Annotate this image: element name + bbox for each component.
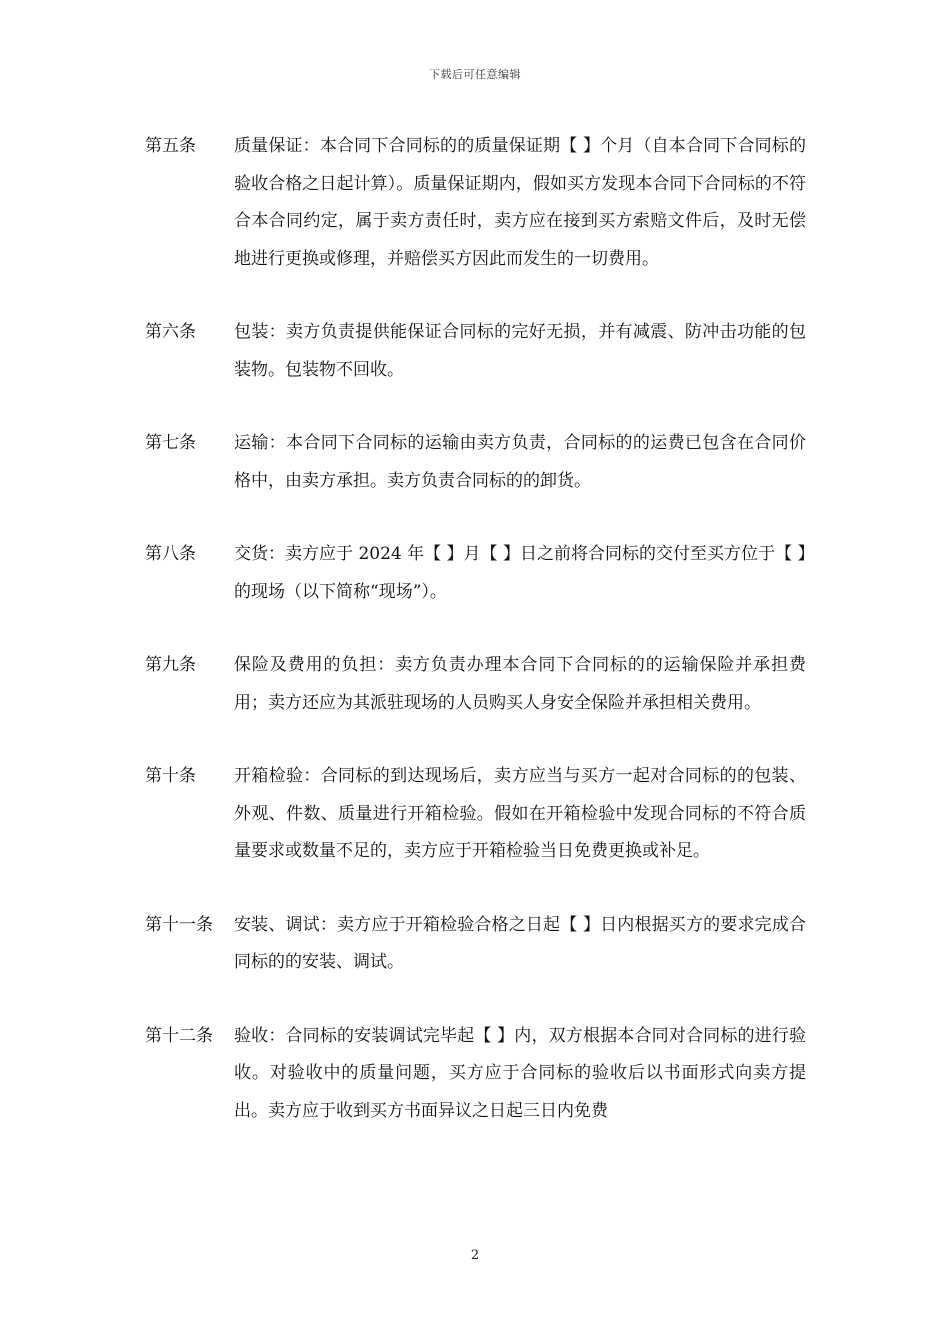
article-number: 第九条 [145,655,196,675]
article-text: 保险及费用的负担：卖方负责办理本合同下合同标的的运输保险并承担费用；卖方还应为其派驻现场的人员购买人身安全保险并承担相关费用。 [234,655,806,713]
article-7 [145,425,810,500]
article-number: 第十条 [145,766,196,786]
article-9 [145,647,810,722]
article-5 [145,128,810,278]
page-header: 下载后可任意编辑 [429,68,521,81]
article-text: 运输：本合同下合同标的运输由卖方负责，合同标的的运费已包含在合同价格中，由卖方承担。卖方负责合同标的的卸货。 [234,433,806,491]
article-11 [145,907,810,982]
article-text: 验收：合同标的安装调试完毕起【 】内，双方根据本合同对合同标的进行验收。对验收中的质量问题，买方应于合同标的验收后以书面形式向卖方提出。卖方应于收到买方书面异议之日起三日内免费 [234,1025,806,1121]
article-number: 第十一条 [145,914,213,935]
article-text: 交货：卖方应于 2024 年【 】月【 】日之前将合同标的交付至买方位于【 】的现场（以下简称“现场”）。 [234,544,806,602]
contract-articles [145,128,810,1166]
page-number: 2 [470,1248,480,1263]
article-6 [145,314,810,389]
article-text: 安装、调试：卖方应于开箱检验合格之日起【 】日内根据买方的要求完成合同标的的安装、调试。 [234,914,806,972]
article-text: 质量保证：本合同下合同标的的质量保证期【 】个月（自本合同下合同标的验收合格之日起计算）。质量保证期内，假如买方发现本合同下合同标的不符合本合同约定，属于卖方责任时，卖方应在接到买方索赔文件后，及时无偿地进行更换或修理，并赔偿买方因此而发生的一切费用。 [234,136,806,269]
article-text: 包装：卖方负责提供能保证合同标的完好无损，并有减震、防冲击功能的包装物。包装物不回收。 [234,322,806,380]
article-number: 第五条 [145,136,196,156]
article-number: 第七条 [145,433,196,453]
article-text: 开箱检验：合同标的到达现场后，卖方应当与买方一起对合同标的的包装、外观、件数、质量进行开箱检验。假如在开箱检验中发现合同标的不符合质量要求或数量不足的，卖方应于开箱检验当日免费更换或补足。 [234,766,806,861]
article-10 [145,758,810,871]
article-number: 第十二条 [145,1025,213,1046]
article-number: 第八条 [145,544,196,564]
article-12 [145,1018,810,1131]
article-8 [145,536,810,611]
article-number: 第六条 [145,322,196,342]
